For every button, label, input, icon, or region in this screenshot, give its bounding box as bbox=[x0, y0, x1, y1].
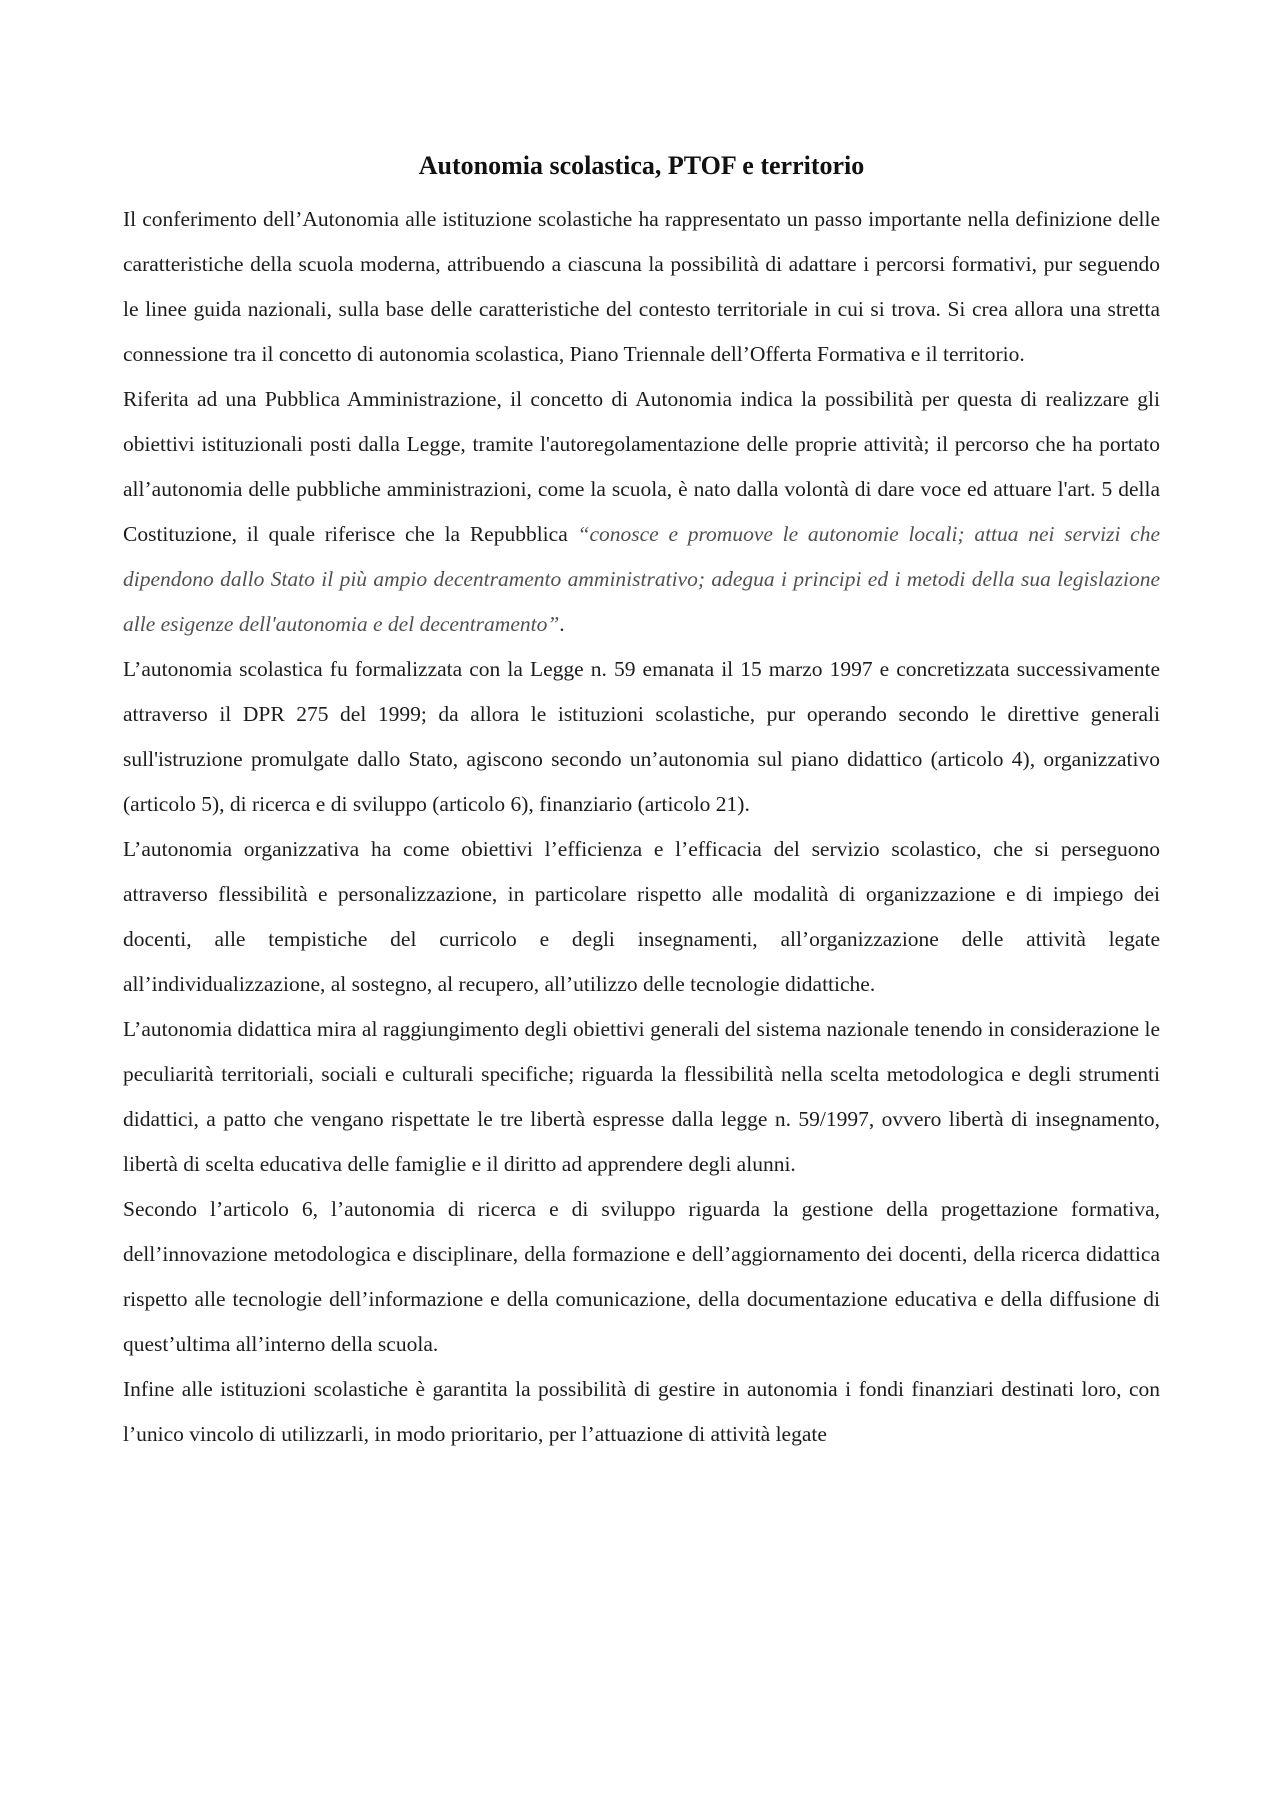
paragraph-autonomia-definition bbox=[123, 377, 1160, 647]
constitution-quote: “conosce e promuove le autonomie locali; attua nei servizi che dipendono dallo Stato il più ampio decentramento amministrativo; adegua i principi ed i metodi della sua legislazione alle esigenze dell'autonomia e del decentramento” bbox=[123, 522, 1160, 636]
paragraph-intro: Il conferimento dell’Autonomia alle istituzione scolastiche ha rappresentato un passo importante nella definizione delle caratteristiche della scuola moderna, attribuendo a ciascuna la possibilità di adattare i percorsi formativi, pur seguendo le linee guida nazionali, sulla base delle caratteristiche del contesto territoriale in cui si trova. Si crea allora una stretta connessione tra il concetto di autonomia scolastica, Piano Triennale dell’Offerta Formativa e il territorio. bbox=[123, 207, 1160, 366]
paragraph-autonomia-didattica: L’autonomia didattica mira al raggiungimento degli obiettivi generali del sistema nazionale tenendo in considerazione le peculiarità territoriali, sociali e culturali specifiche; riguarda la flessibilità nella scelta metodologica e degli strumenti didattici, a patto che vengano rispettate le tre libertà espresse dalla legge n. 59/1997, ovvero libertà di insegnamento, libertà di scelta educativa delle famiglie e il diritto ad apprendere degli alunni. bbox=[123, 1017, 1160, 1176]
paragraph-autonomia-finanziaria: Infine alle istituzioni scolastiche è garantita la possibilità di gestire in autonomia i fondi finanziari destinati loro, con l’unico vincolo di utilizzarli, in modo prioritario, per l’attuazione di attività legate bbox=[123, 1377, 1160, 1446]
document-title: Autonomia scolastica, PTOF e territorio bbox=[418, 151, 865, 180]
paragraph-ricerca-sviluppo: Secondo l’articolo 6, l’autonomia di ricerca e di sviluppo riguarda la gestione della progettazione formativa, dell’innovazione metodologica e disciplinare, della formazione e dell’aggiornamento dei docenti, della ricerca didattica rispetto alle tecnologie dell’informazione e della comunicazione, della documentazione educativa e della diffusione di quest’ultima all’interno della scuola. bbox=[123, 1197, 1160, 1356]
document-body bbox=[123, 148, 1160, 1457]
paragraph-autonomia-organizzativa: L’autonomia organizzativa ha come obiettivi l’efficienza e l’efficacia del servizio scolastico, che si perseguono attraverso flessibilità e personalizzazione, in particolare rispetto alle modalità di organizzazione e di impiego dei docenti, alle tempistiche del curricolo e degli insegnamenti, all’organizzazione delle attività legate all’individualizzazione, al sostegno, al recupero, all’utilizzo delle tecnologie didattiche. bbox=[123, 837, 1160, 996]
paragraph-text: Riferita ad una Pubblica Amministrazione, il concetto di Autonomia indica la possibilità per questa di realizzare gli obiettivi istituzionali posti dalla Legge, tramite l'autoregolamentazione delle proprie attività; il percorso che ha portato all’autonomia delle pubbliche amministrazioni, come la scuola, è nato dalla volontà di dare voce ed attuare l'art. 5 della Costituzione, il quale riferisce che la Repubblica bbox=[123, 387, 1160, 546]
paragraph-text: . bbox=[559, 612, 565, 636]
paragraph-legge-59: L’autonomia scolastica fu formalizzata con la Legge n. 59 emanata il 15 marzo 1997 e concretizzata successivamente attraverso il DPR 275 del 1999; da allora le istituzioni scolastiche, pur operando secondo le direttive generali sull'istruzione promulgate dallo Stato, agiscono secondo un’autonomia sul piano didattico (articolo 4), organizzativo (articolo 5), di ricerca e di sviluppo (articolo 6), finanziario (articolo 21). bbox=[123, 657, 1160, 816]
